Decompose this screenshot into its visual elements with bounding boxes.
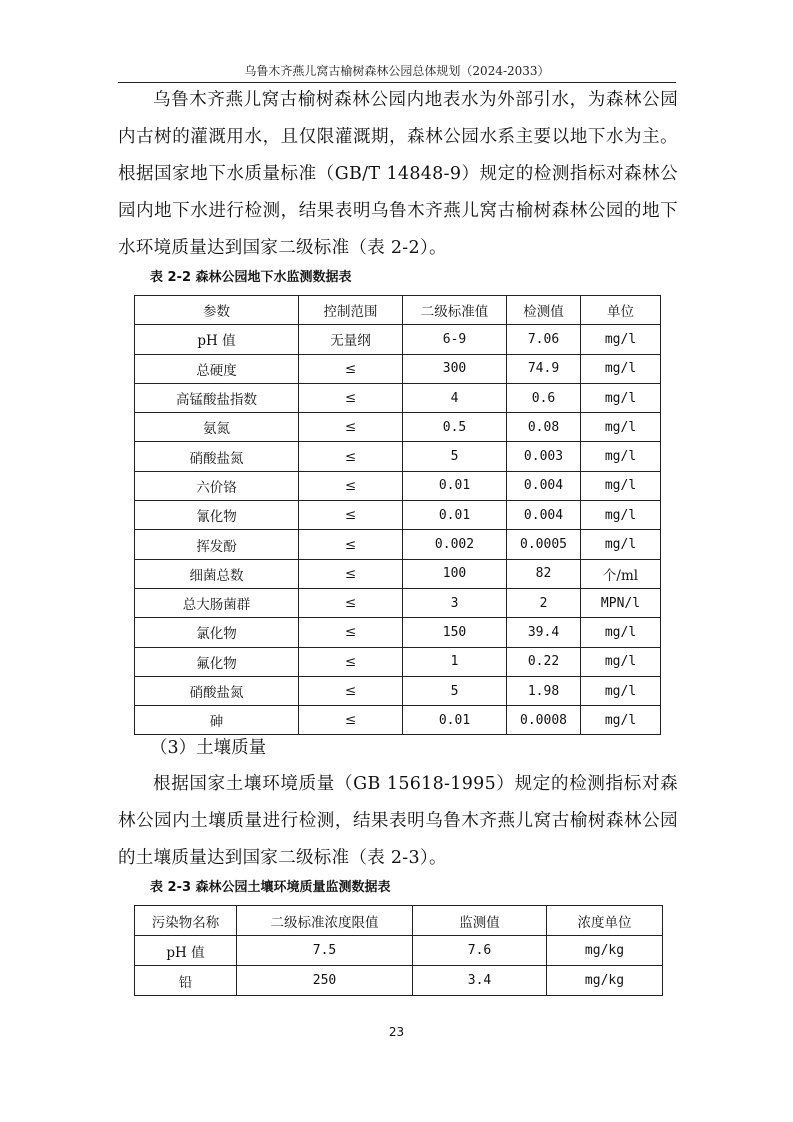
table-cell: 氨氮 — [135, 413, 299, 442]
table-cell: 250 — [237, 966, 413, 996]
table-row — [135, 676, 661, 705]
table-2-3-caption: 表 2-3 森林公园土壤环境质量监测数据表 — [150, 880, 391, 895]
table-row — [135, 706, 661, 735]
table-cell: 砷 — [135, 706, 299, 735]
table-cell: mg/l — [581, 647, 661, 676]
table-cell: 150 — [403, 618, 507, 647]
table-row — [135, 325, 661, 354]
table-cell: 1.98 — [507, 676, 581, 705]
page-number: 23 — [388, 1025, 405, 1039]
table-cell: 个/ml — [581, 559, 661, 588]
table-cell: 0.01 — [403, 706, 507, 735]
table-row — [135, 936, 663, 966]
table-cell: 高锰酸盐指数 — [135, 383, 299, 412]
table-cell: ≤ — [299, 647, 403, 676]
table-header-row — [135, 296, 661, 325]
table-cell: mg/l — [581, 530, 661, 559]
table-cell: 六价铬 — [135, 471, 299, 500]
table-cell: mg/kg — [547, 936, 663, 966]
table-cell: MPN/l — [581, 588, 661, 617]
table-cell: 0.01 — [403, 471, 507, 500]
table-cell: 1 — [403, 647, 507, 676]
table-cell: 74.9 — [507, 354, 581, 383]
table-row — [135, 354, 661, 383]
table-cell: 铅 — [135, 966, 237, 996]
table-cell: mg/l — [581, 471, 661, 500]
table-cell: mg/l — [581, 413, 661, 442]
table-cell: ≤ — [299, 442, 403, 471]
column-header: 参数 — [135, 296, 299, 325]
table-cell: ≤ — [299, 501, 403, 530]
table-row — [135, 588, 661, 617]
table-row — [135, 383, 661, 412]
table-2-2-caption: 表 2-2 森林公园地下水监测数据表 — [150, 270, 352, 285]
table-cell: 总大肠菌群 — [135, 588, 299, 617]
table-cell: pH 值 — [135, 325, 299, 354]
table-row — [135, 501, 661, 530]
table-row — [135, 442, 661, 471]
table-cell: 100 — [403, 559, 507, 588]
table-cell: 7.5 — [237, 936, 413, 966]
table-cell: mg/l — [581, 325, 661, 354]
table-row — [135, 618, 661, 647]
table-cell: 2 — [507, 588, 581, 617]
column-header: 二级标准值 — [403, 296, 507, 325]
table-row — [135, 647, 661, 676]
table-cell: 无量纲 — [299, 325, 403, 354]
table-cell: 氟化物 — [135, 647, 299, 676]
table-row — [135, 413, 661, 442]
table-cell: 0.0008 — [507, 706, 581, 735]
table-cell: mg/l — [581, 676, 661, 705]
table-cell: ≤ — [299, 354, 403, 383]
column-header: 浓度单位 — [547, 906, 663, 936]
running-header: 乌鲁木齐燕儿窝古榆树森林公园总体规划（2024-2033） — [244, 64, 550, 78]
column-header: 单位 — [581, 296, 661, 325]
table-cell: ≤ — [299, 676, 403, 705]
column-header: 检测值 — [507, 296, 581, 325]
column-header: 监测值 — [413, 906, 547, 936]
table-cell: 3 — [403, 588, 507, 617]
table-cell: ≤ — [299, 383, 403, 412]
soil-monitoring-table — [134, 905, 663, 996]
table-cell: ≤ — [299, 588, 403, 617]
table-cell: 0.002 — [403, 530, 507, 559]
table-cell: 82 — [507, 559, 581, 588]
table-cell: ≤ — [299, 706, 403, 735]
table-cell: mg/l — [581, 618, 661, 647]
table-cell: 39.4 — [507, 618, 581, 647]
groundwater-monitoring-table — [134, 295, 661, 735]
table-cell: mg/l — [581, 706, 661, 735]
table-row — [135, 530, 661, 559]
table-cell: mg/l — [581, 354, 661, 383]
table-cell: 7.06 — [507, 325, 581, 354]
table-cell: 3.4 — [413, 966, 547, 996]
table-cell: 0.01 — [403, 501, 507, 530]
table-cell: pH 值 — [135, 936, 237, 966]
table-cell: 6-9 — [403, 325, 507, 354]
table-cell: 7.6 — [413, 936, 547, 966]
table-cell: 5 — [403, 676, 507, 705]
table-cell: 0.004 — [507, 471, 581, 500]
table-cell: mg/l — [581, 501, 661, 530]
table-cell: 0.08 — [507, 413, 581, 442]
table-cell: ≤ — [299, 559, 403, 588]
table-cell: 0.0005 — [507, 530, 581, 559]
table-cell: mg/l — [581, 383, 661, 412]
table-cell: 5 — [403, 442, 507, 471]
table-cell: 细菌总数 — [135, 559, 299, 588]
table-cell: 挥发酚 — [135, 530, 299, 559]
soil-paragraph: 根据国家土壤环境质量（GB 15618-1995）规定的检测指标对森林公园内土壤质量进行检测，结果表明乌鲁木齐燕儿窝古榆树森林公园的土壤质量达到国家二级标准（表 2-3）。 — [118, 774, 678, 868]
table-cell: 0.003 — [507, 442, 581, 471]
table-row — [135, 966, 663, 996]
table-cell: mg/l — [581, 442, 661, 471]
table-cell: ≤ — [299, 618, 403, 647]
table-cell: 总硬度 — [135, 354, 299, 383]
column-header: 二级标准浓度限值 — [237, 906, 413, 936]
table-cell: ≤ — [299, 471, 403, 500]
table-cell: ≤ — [299, 530, 403, 559]
table-cell: 氰化物 — [135, 501, 299, 530]
table-cell: 0.5 — [403, 413, 507, 442]
table-cell: mg/kg — [547, 966, 663, 996]
column-header: 控制范围 — [299, 296, 403, 325]
table-cell: 300 — [403, 354, 507, 383]
groundwater-paragraph: 乌鲁木齐燕儿窝古榆树森林公园内地表水为外部引水，为森林公园内古树的灌溉用水，且仅限灌溉期，森林公园水系主要以地下水为主。根据国家地下水质量标准（GB/T 14848-9）规定的检测指标对森林公园内地下水进行检测，结果表明乌鲁木齐燕儿窝古榆树森林公园的地下水环境质量达到国家二级标准（表 2-2）。 — [118, 90, 678, 258]
table-row — [135, 559, 661, 588]
table-cell: ≤ — [299, 413, 403, 442]
table-cell: 0.004 — [507, 501, 581, 530]
table-cell: 硝酸盐氮 — [135, 442, 299, 471]
column-header: 污染物名称 — [135, 906, 237, 936]
table-cell: 氯化物 — [135, 618, 299, 647]
table-cell: 0.6 — [507, 383, 581, 412]
table-header-row — [135, 906, 663, 936]
soil-quality-subheading: （3）土壤质量 — [150, 738, 267, 758]
table-row — [135, 471, 661, 500]
table-cell: 4 — [403, 383, 507, 412]
table-cell: 0.22 — [507, 647, 581, 676]
table-cell: 硝酸盐氮 — [135, 676, 299, 705]
